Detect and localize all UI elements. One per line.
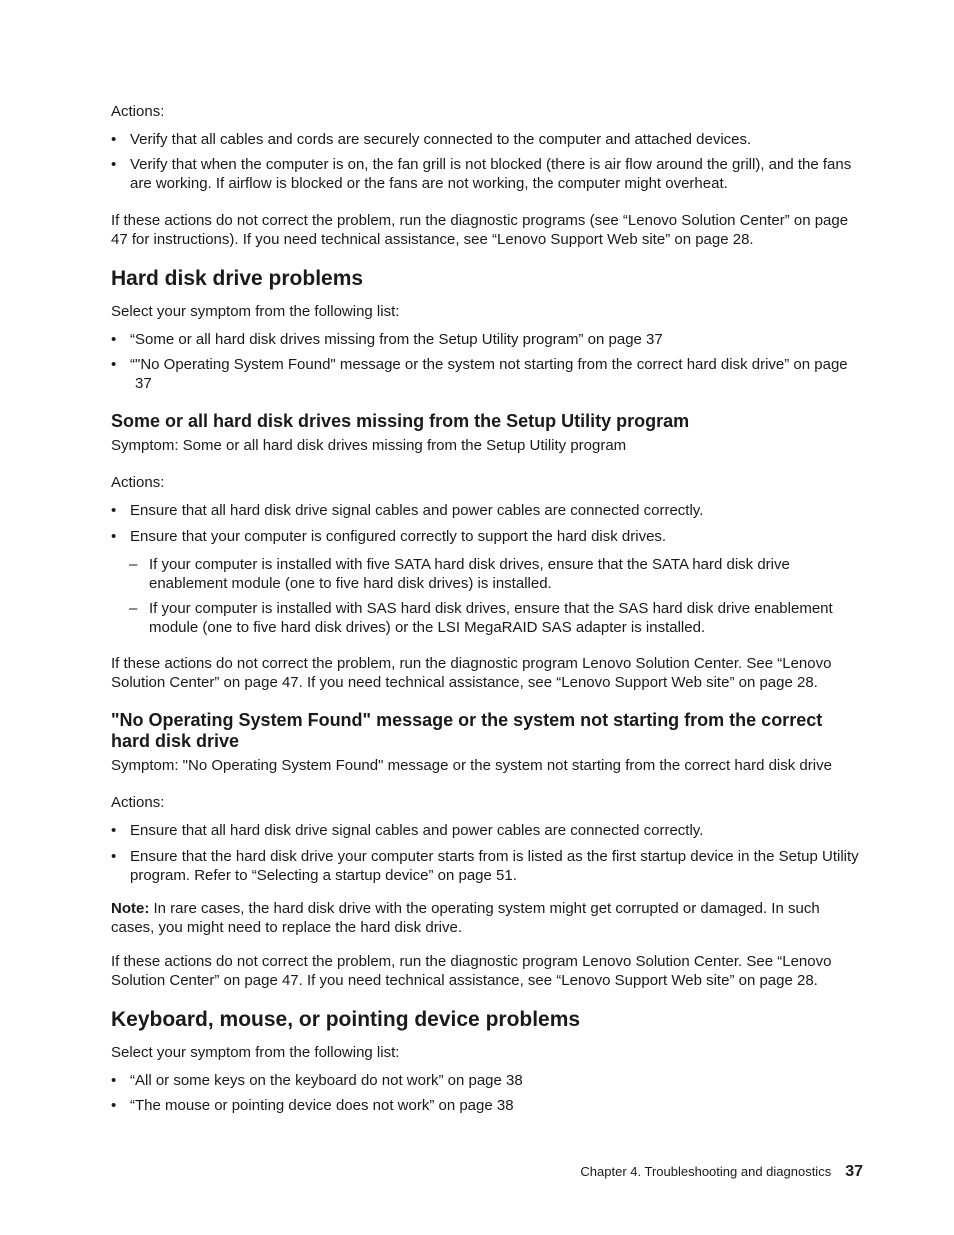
list-item: • Ensure that the hard disk drive your computer starts from is listed as the first startup device in the Setup Utility program. Refer to “Selecting a startup device” on page 51.: [111, 848, 859, 884]
list-item: • Ensure that all hard disk drive signal cables and power cables are connected correctly.: [111, 502, 704, 519]
page-number: 37: [845, 1163, 863, 1180]
sub-list-item: – If your computer is installed with SAS hard disk drives, ensure that the SAS hard disk drive enablement module (one to five hard disk drives) or the LSI MegaRAID SAS adapter is installed.: [129, 600, 833, 636]
symptom-text: Symptom: "No Operating System Found" message or the system not starting from the correct hard disk drive: [111, 757, 832, 774]
symptom-link[interactable]: • “"No Operating System Found" message or the system not starting from the correct hard disk drive” on page 37: [111, 356, 848, 392]
list-item: • Verify that all cables and cords are securely connected to the computer and attached devices.: [111, 131, 752, 148]
closing-paragraph: If these actions do not correct the problem, run the diagnostic program Lenovo Solution Center. See “Lenovo Solution Center” on page 47. If you need technical assistance, see “Lenovo Support Web site” on page 28.: [111, 655, 832, 691]
symptom-link[interactable]: • “Some or all hard disk drives missing from the Setup Utility program” on page 37: [111, 331, 663, 348]
subsection-heading-no-os: "No Operating System Found" message or the system not starting from the correct hard disk drive: [111, 710, 823, 751]
actions-label: Actions:: [111, 794, 165, 811]
note-paragraph: [111, 899, 863, 937]
list-item: • Ensure that your computer is configured correctly to support the hard disk drives.: [111, 528, 667, 545]
page-footer: [111, 1163, 863, 1181]
note-label: Note:: [111, 900, 150, 917]
intro-text: Select your symptom from the following list:: [111, 303, 400, 320]
section-heading-keyboard: Keyboard, mouse, or pointing device problems: [111, 1008, 581, 1031]
symptom-link[interactable]: • “The mouse or pointing device does not work” on page 38: [111, 1097, 514, 1114]
list-item: • Verify that when the computer is on, the fan grill is not blocked (there is air flow around the grill), and the fans are working. If airflow is blocked or the fans are not working, the computer might overheat.: [111, 156, 852, 192]
sub-list-item: – If your computer is installed with five SATA hard disk drives, ensure that the SATA hard disk drive enablement module (one to five hard disk drives) is installed.: [129, 556, 790, 592]
actions-label: Actions:: [111, 474, 165, 491]
section-heading-hdd: Hard disk drive problems: [111, 267, 364, 290]
list-item: • Ensure that all hard disk drive signal cables and power cables are connected correctly.: [111, 822, 704, 839]
closing-paragraph: If these actions do not correct the problem, run the diagnostic programs (see “Lenovo Solution Center” on page 47 for instructions). If you need technical assistance, see “Lenovo Support Web site” on page 28.: [111, 212, 849, 248]
actions-label: Actions:: [111, 103, 165, 120]
symptom-link[interactable]: • “All or some keys on the keyboard do not work” on page 38: [111, 1072, 523, 1089]
intro-text: Select your symptom from the following list:: [111, 1044, 400, 1061]
closing-paragraph: If these actions do not correct the problem, run the diagnostic program Lenovo Solution Center. See “Lenovo Solution Center” on page 47. If you need technical assistance, see “Lenovo Support Web site” on page 28.: [111, 953, 832, 989]
chapter-title: Chapter 4. Troubleshooting and diagnostics: [580, 1164, 832, 1179]
symptom-text: Symptom: Some or all hard disk drives missing from the Setup Utility program: [111, 437, 627, 454]
note-text: In rare cases, the hard disk drive with the operating system might get corrupted or damaged. In such cases, you might need to replace the hard disk drive.: [111, 900, 820, 936]
subsection-heading-missing: Some or all hard disk drives missing from the Setup Utility program: [111, 411, 690, 431]
